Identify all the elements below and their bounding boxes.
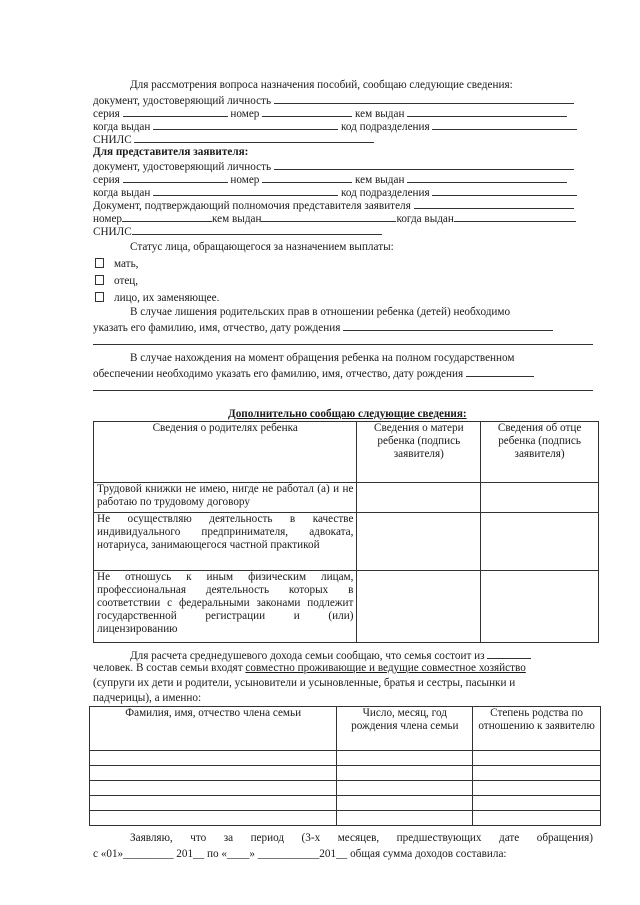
mother-signature-cell[interactable] bbox=[357, 571, 481, 643]
representative-heading: Для представителя заявителя: bbox=[93, 146, 249, 158]
header-member-name: Фамилия, имя, отчество члена семьи bbox=[90, 707, 337, 751]
checkbox-guardian[interactable] bbox=[95, 292, 104, 302]
deprivation-field[interactable] bbox=[343, 320, 553, 331]
status-option-mother[interactable]: мать, bbox=[95, 258, 138, 271]
parents-table-header bbox=[94, 422, 599, 483]
deprivation-line-2: указать его фамилию, имя, отчество, дату рождения bbox=[93, 320, 553, 335]
rep-snils-field[interactable] bbox=[132, 224, 382, 235]
number-field[interactable] bbox=[262, 106, 352, 117]
row-no-licensed-activity: Не отношусь к иным физическим лицам, профессиональная деятельность которых в соответствии с федеральными законами подлежит государственной регистрации и (или) лицензированию bbox=[94, 571, 357, 643]
father-signature-cell[interactable] bbox=[481, 571, 599, 643]
mother-signature-cell[interactable] bbox=[357, 513, 481, 571]
declaration-line-2: с «01»_________ 201__ по «____» ___________201__ общая сумма доходов составила: bbox=[93, 848, 507, 860]
table-row bbox=[90, 796, 601, 811]
authority-doc-field[interactable] bbox=[414, 198, 574, 209]
state-support-extra-line[interactable] bbox=[93, 390, 593, 391]
parents-info-table bbox=[93, 421, 599, 643]
family-table-header bbox=[90, 707, 601, 751]
rep-series-row: серия номер кем выдан bbox=[93, 172, 567, 187]
header-member-birthdate: Число, месяц, год рождения члена семьи bbox=[337, 707, 473, 751]
status-option-guardian[interactable]: лицо, их заменяющее. bbox=[95, 292, 219, 305]
snils-field[interactable] bbox=[134, 132, 374, 143]
rep-id-document-field[interactable] bbox=[274, 159, 574, 170]
row-no-employment: Трудовой книжки не имею, нигде не работал (а) и не работаю по трудовому договору bbox=[94, 483, 357, 513]
declaration-line-1: Заявляю, что за период (3-х месяцев, предшествующих дате обращения) bbox=[130, 832, 593, 844]
checkbox-father[interactable] bbox=[95, 275, 104, 285]
header-father-info: Сведения об отце ребенка (подпись заявителя) bbox=[481, 422, 599, 483]
table-row bbox=[94, 571, 599, 643]
table-row bbox=[90, 781, 601, 796]
row-no-business: Не осуществляю деятельность в качестве индивидуального предпринимателя, адвоката, нотариуса, занимающегося частной практикой bbox=[94, 513, 357, 571]
father-signature-cell[interactable] bbox=[481, 513, 599, 571]
state-support-line-1: В случае нахождения на момент обращения ребенка на полном государственном bbox=[130, 352, 515, 364]
authority-issued-by-field[interactable] bbox=[261, 211, 396, 222]
family-line-4: падчерицы), а именно: bbox=[93, 692, 202, 704]
deprivation-line-1: В случае лишения родительских прав в отношении ребенка (детей) необходимо bbox=[130, 306, 511, 318]
table-row bbox=[90, 766, 601, 781]
series-field[interactable] bbox=[123, 106, 228, 117]
issued-when-row: когда выдан код подразделения bbox=[93, 119, 577, 134]
id-document-field[interactable] bbox=[274, 93, 574, 104]
table-row bbox=[94, 483, 599, 513]
authority-issued-when-field[interactable] bbox=[454, 211, 576, 222]
table-row bbox=[94, 513, 599, 571]
rep-series-field[interactable] bbox=[123, 172, 228, 183]
issued-when-field[interactable] bbox=[153, 119, 338, 130]
rep-number-field[interactable] bbox=[262, 172, 352, 183]
family-members-table bbox=[89, 706, 601, 826]
additional-heading: Дополнительно сообщаю следующие сведения: bbox=[228, 408, 467, 420]
snils-row: СНИЛС bbox=[93, 132, 374, 147]
family-size-field[interactable] bbox=[487, 648, 531, 659]
rep-division-code-field[interactable] bbox=[432, 185, 577, 196]
rep-id-document-row: документ, удостоверяющий личность bbox=[93, 159, 574, 174]
issued-by-field[interactable] bbox=[407, 106, 567, 117]
table-row bbox=[90, 811, 601, 826]
rep-issued-when-field[interactable] bbox=[153, 185, 338, 196]
intro-text: Для рассмотрения вопроса назначения пособий, сообщаю следующие сведения: bbox=[130, 79, 513, 91]
series-row: серия номер кем выдан bbox=[93, 106, 567, 121]
status-option-father[interactable]: отец, bbox=[95, 275, 138, 288]
deprivation-extra-line[interactable] bbox=[93, 344, 593, 345]
header-member-relation: Степень родства по отношению к заявителю bbox=[473, 707, 601, 751]
authority-doc-row: Документ, подтверждающий полномочия представителя заявителя bbox=[93, 198, 574, 213]
table-row bbox=[90, 751, 601, 766]
family-line-3: (супруги их дети и родители, усыновители и усыновленные, братья и сестры, пасынки и bbox=[93, 677, 516, 689]
status-label: Статус лица, обращающегося за назначением выплаты: bbox=[130, 241, 394, 253]
checkbox-mother[interactable] bbox=[95, 258, 104, 268]
authority-number-row: номер кем выдан когда выдан bbox=[93, 211, 576, 226]
rep-issued-by-field[interactable] bbox=[407, 172, 567, 183]
header-mother-info: Сведения о матери ребенка (подпись заявителя) bbox=[357, 422, 481, 483]
state-support-line-2: обеспечении необходимо указать его фамилию, имя, отчество, дату рождения bbox=[93, 366, 534, 381]
id-document-row: документ, удостоверяющий личность bbox=[93, 93, 574, 108]
header-parents-info: Сведения о родителях ребенка bbox=[94, 422, 357, 483]
state-support-field[interactable] bbox=[466, 366, 534, 377]
father-signature-cell[interactable] bbox=[481, 483, 599, 513]
rep-snils-row: СНИЛС bbox=[93, 224, 382, 239]
rep-issued-when-row: когда выдан код подразделения bbox=[93, 185, 577, 200]
division-code-field[interactable] bbox=[432, 119, 577, 130]
mother-signature-cell[interactable] bbox=[357, 483, 481, 513]
family-line-1: Для расчета среднедушевого дохода семьи сообщаю, что семья состоит из bbox=[130, 648, 531, 663]
authority-number-field[interactable] bbox=[122, 211, 212, 222]
family-line-2: человек. В состав семьи входят совместно проживающие и ведущие совместное хозяйство bbox=[93, 662, 526, 674]
